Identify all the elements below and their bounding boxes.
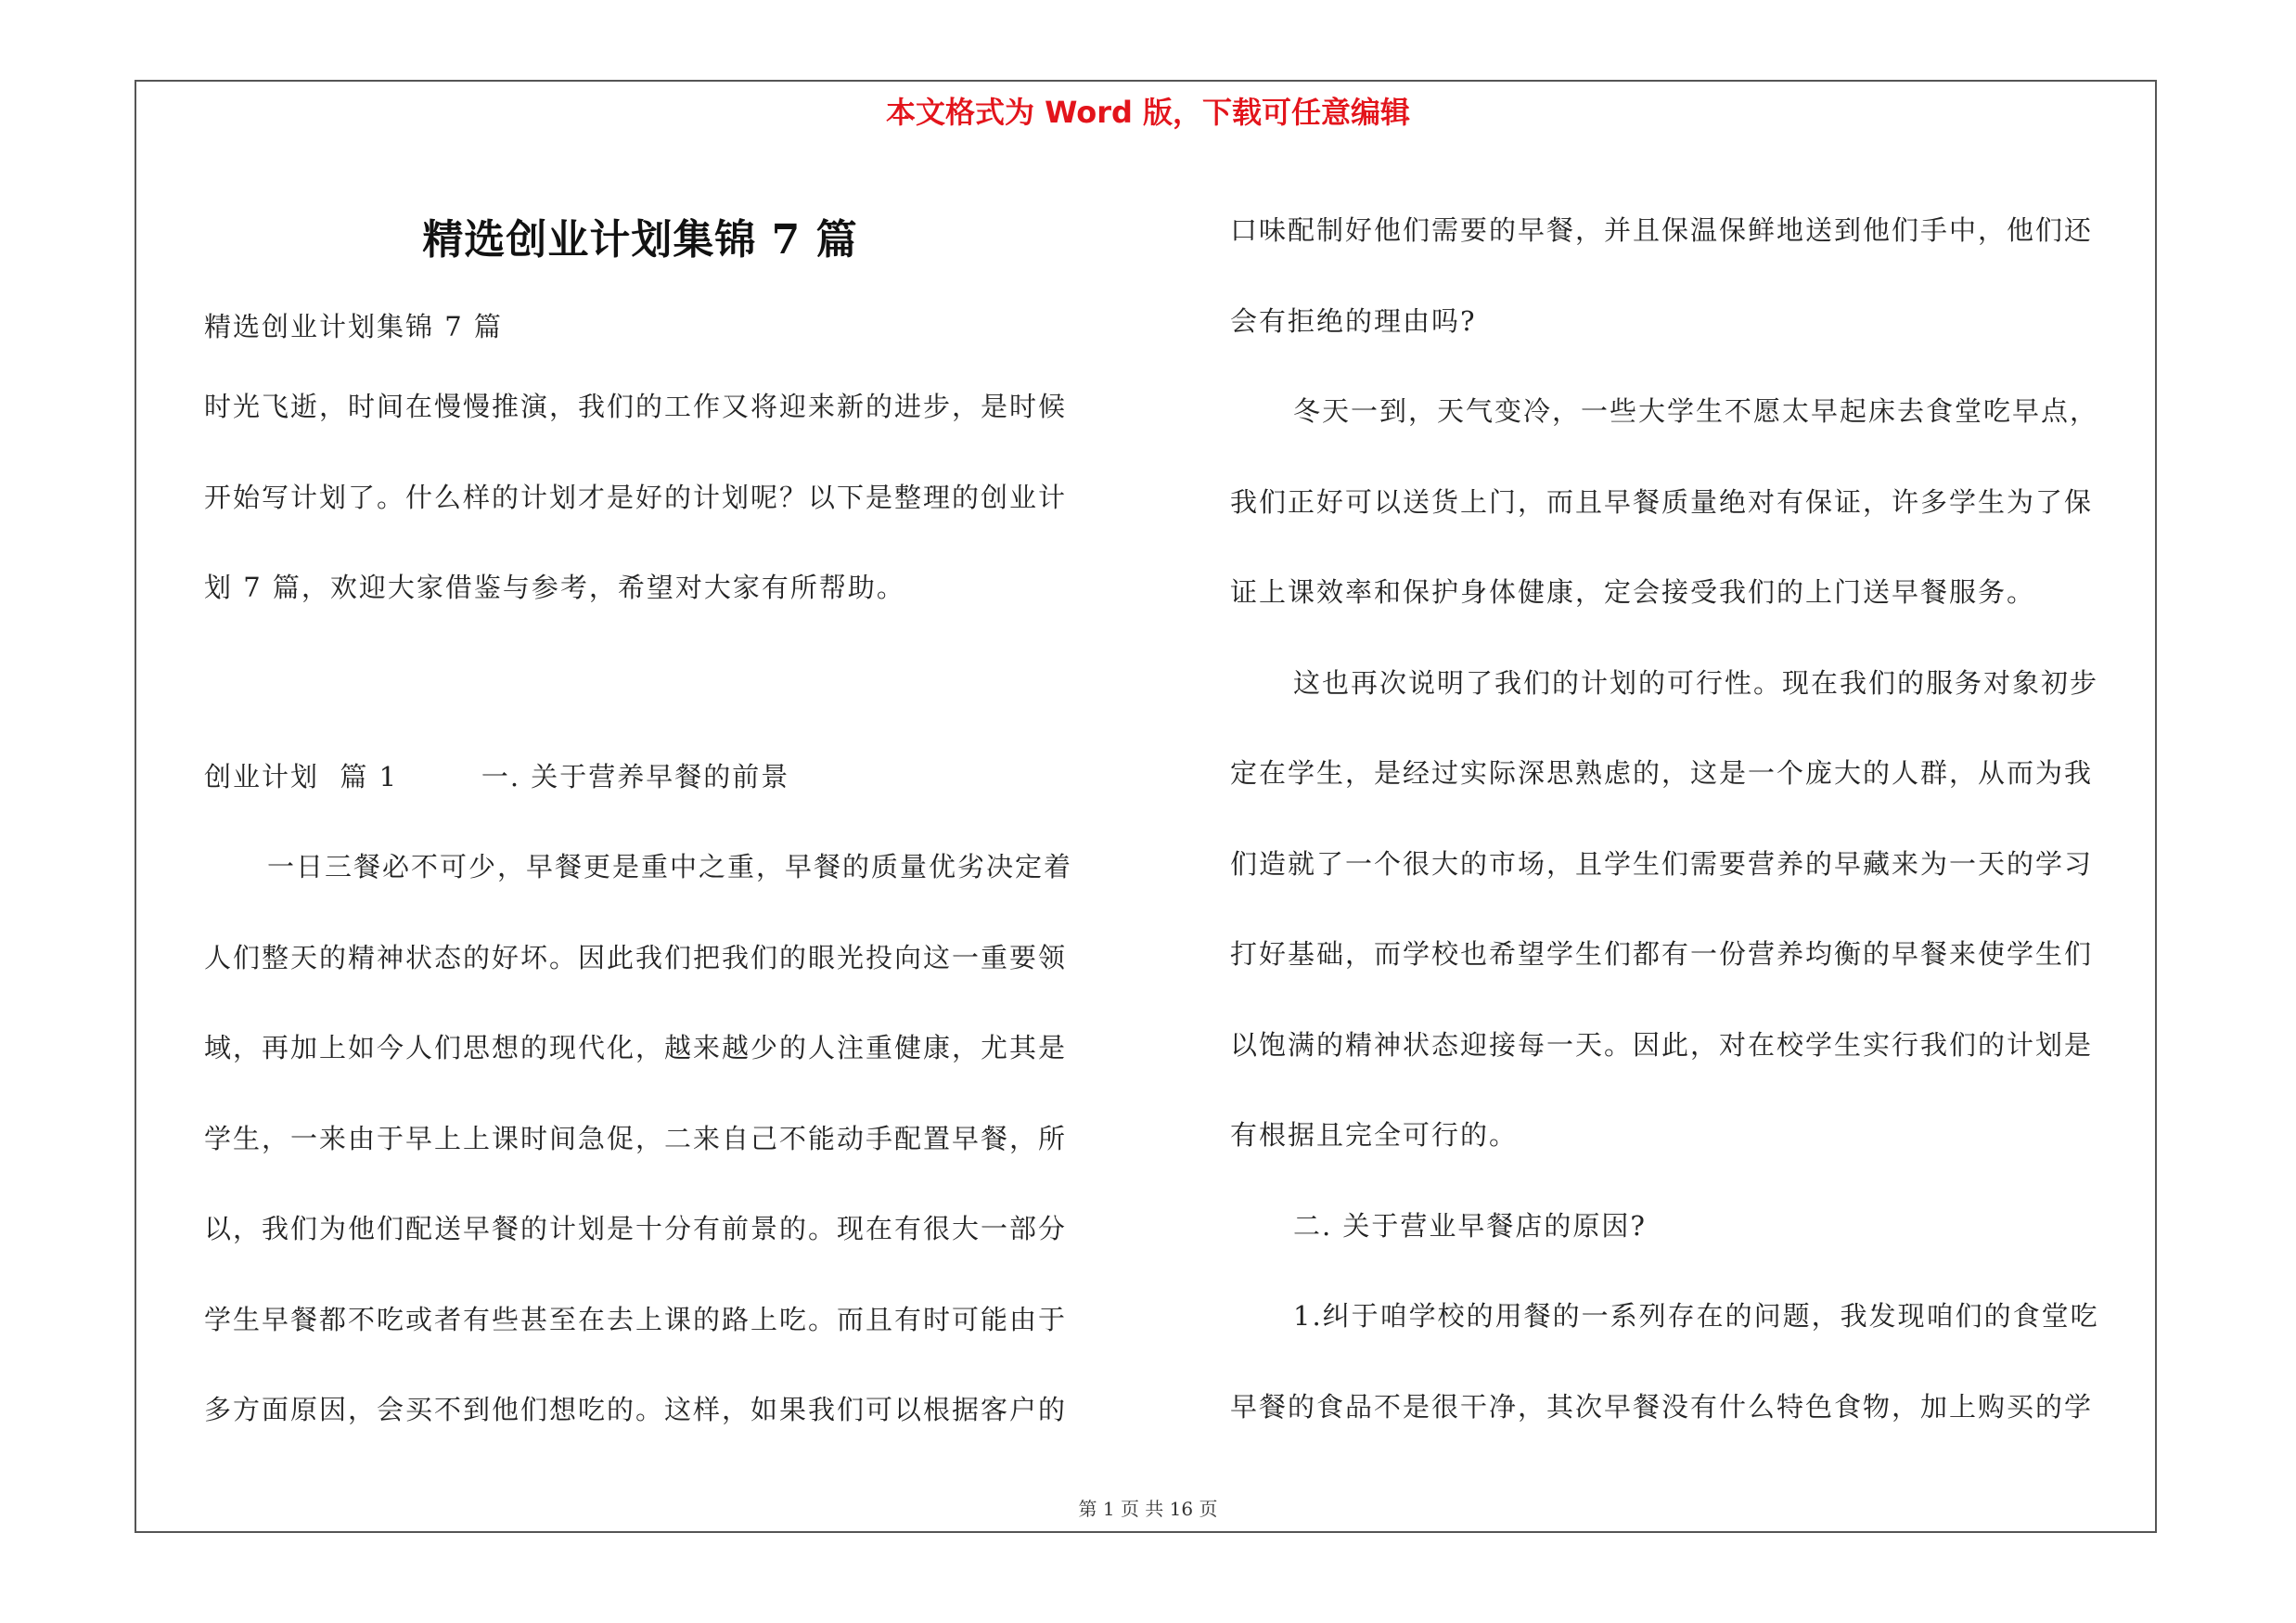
right-column [1230, 186, 2158, 1452]
body-line: 们造就了一个很大的市场，且学生们需要营养的早藏来为一天的学习 [1230, 847, 2094, 880]
body-line: 打好基础，而学校也希望学生们都有一份营养均衡的早餐来使学生们 [1230, 938, 2094, 970]
section-heading: 创业计划 篇 1 一. 关于营养早餐的前景 [204, 760, 790, 792]
body-line: 我们正好可以送货上门，而且早餐质量绝对有保证，许多学生为了保 [1230, 485, 2094, 518]
intro-line: 开始写计划了。什么样的计划才是好的计划呢？以下是整理的创业计 [204, 481, 1068, 513]
body-line: 二. 关于营业早餐店的原因? [1293, 1209, 1647, 1242]
body-line: 学生，一来由于早上上课时间急促，二来自己不能动手配置早餐，所 [204, 1122, 1068, 1154]
format-banner: 本文格式为 Word 版，下载可任意编辑 [885, 95, 1411, 130]
body-paragraph [204, 822, 1132, 1456]
body-line: 这也再次说明了我们的计划的可行性。现在我们的服务对象初步 [1293, 666, 2099, 699]
body-line: 口味配制好他们需要的早餐，并且保温保鲜地送到他们手中，他们还 [1230, 214, 2094, 246]
body-line: 定在学生，是经过实际深思熟虑的，这是一个庞大的人群，从而为我 [1230, 757, 2094, 789]
body-line: 证上课效率和保护身体健康，定会接受我们的上门送早餐服务。 [1230, 576, 2036, 608]
intro-line: 划 7 篇，欢迎大家借鉴与参考，希望对大家有所帮助。 [204, 572, 905, 603]
body-line: 早餐的食品不是很干净，其次早餐没有什么特色食物，加上购买的学 [1230, 1390, 2094, 1423]
body-line: 学生早餐都不吃或者有些甚至在去上课的路上吃。而且有时可能由于 [204, 1303, 1068, 1335]
body-line: 多方面原因，会买不到他们想吃的。这样，如果我们可以根据客户的 [204, 1394, 1068, 1425]
document-title: 精选创业计划集锦 7 篇 [422, 216, 858, 264]
body-line: 域，再加上如今人们思想的现代化，越来越少的人注重健康，尤其是 [204, 1032, 1068, 1063]
body-line: 会有拒绝的理由吗? [1230, 304, 1477, 337]
body-line: 有根据且完全可行的。 [1230, 1119, 1519, 1151]
body-line: 人们整天的精神状态的好坏。因此我们把我们的眼光投向这一重要领 [204, 941, 1068, 973]
intro-paragraph [204, 362, 1132, 634]
intro-line: 时光飞逝，时间在慢慢推演，我们的工作又将迎来新的进步，是时候 [204, 391, 1068, 422]
body-line: 冬天一到，天气变冷，一些大学生不愿太早起床去食堂吃早点， [1293, 395, 2099, 427]
body-line: 以，我们为他们配送早餐的计划是十分有前景的。现在有很大一部分 [204, 1213, 1068, 1244]
page-number: 第 1 页 共 16 页 [1078, 1498, 1218, 1520]
body-line: 以饱满的精神状态迎接每一天。因此，对在校学生实行我们的计划是 [1230, 1028, 2094, 1061]
subtitle: 精选创业计划集锦 7 篇 [204, 311, 503, 342]
spacer [204, 634, 1132, 732]
body-line: 1.纠于咱学校的用餐的一系列存在的问题，我发现咱们的食堂吃 [1293, 1300, 2099, 1332]
body-line: 一日三餐必不可少，早餐更是重中之重，早餐的质量优劣决定着 [267, 851, 1073, 882]
left-column [204, 186, 1132, 1456]
